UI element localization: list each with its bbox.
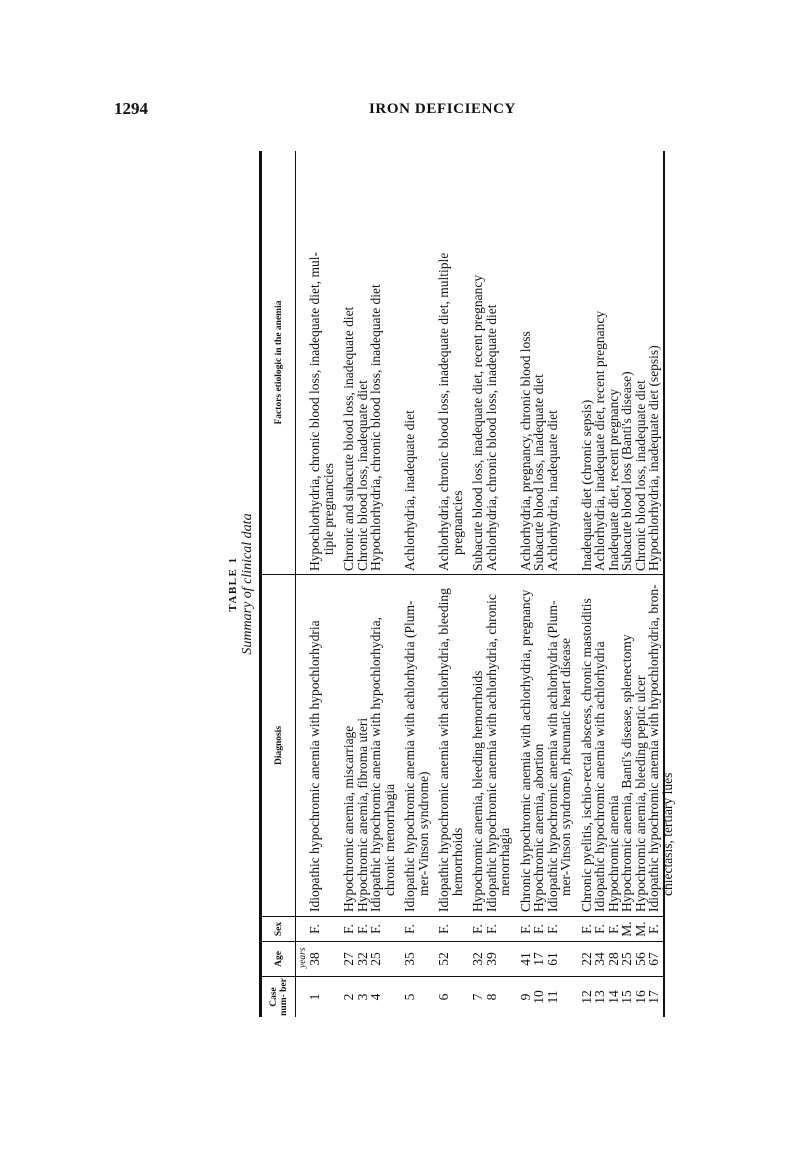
- diagnosis-line: Hypochromic anemia, abortion: [531, 743, 546, 912]
- diagnosis-line: Hypochromic anemia, fibroma uteri: [354, 717, 370, 912]
- diagnosis-cell: [356, 577, 370, 912]
- diagnosis-line: menorrhagia: [497, 827, 512, 896]
- factors-line: Subacute blood loss (Banti's disease): [619, 371, 634, 571]
- diagnosis-line: Idiopathic hypochromic anemia with achlorhydria, chronic: [483, 594, 499, 912]
- factors-line: Chronic blood loss, inadequate diet: [632, 380, 648, 571]
- factors-line: pregnancies: [449, 490, 465, 555]
- diagnosis-cell: [403, 577, 430, 912]
- factors-cell: [647, 155, 661, 571]
- age-cell: 32: [470, 952, 485, 966]
- factors-line: Achlorhydria, inadequate diet, recent pregnancy: [592, 310, 607, 571]
- diagnosis-cell: [580, 577, 594, 912]
- factors-line: Achlorhydria, pregnancy, chronic blood loss: [517, 331, 533, 571]
- diagnosis-line: Hypochromic anemia: [605, 795, 621, 912]
- factors-cell: [485, 155, 499, 571]
- header-case-number: Case num- ber: [269, 978, 289, 1016]
- sex-cell: F.: [592, 924, 607, 934]
- running-head: IRON DEFICIENCY: [369, 101, 516, 117]
- column-divider: [262, 574, 663, 575]
- case-number-cell: 3: [354, 993, 370, 1001]
- sex-cell: F.: [436, 924, 451, 934]
- case-number-cell: 6: [436, 993, 451, 1001]
- sex-cell: F.: [470, 924, 485, 934]
- age-cell: 28: [605, 952, 621, 966]
- factors-cell: [607, 155, 621, 571]
- sex-cell: F.: [483, 924, 499, 934]
- diagnosis-line: Idiopathic hypochromic anemia with hypochlorhydria: [307, 620, 322, 912]
- factors-line: Inadequate diet, recent pregnancy: [605, 388, 621, 571]
- diagnosis-line: Idiopathic hypochromic anemia with achlorhydria (Plum-: [544, 600, 560, 912]
- factors-line: Achlorhydria, inadequate diet: [402, 410, 417, 571]
- age-cell: 41: [517, 952, 533, 966]
- clinical-data-table: [221, 151, 675, 1017]
- age-cell: 17: [531, 952, 546, 966]
- age-cell: 35: [402, 952, 417, 966]
- diagnosis-line: Idiopathic hypochromic anemia with achlorhydria, bleeding: [436, 588, 451, 912]
- diagnosis-line: Hypochromic anemia, Banti's disease, splenectomy: [619, 634, 634, 912]
- factors-line: Chronic blood loss, inadequate diet: [354, 380, 370, 571]
- age-cell: 38: [307, 952, 322, 966]
- diagnosis-cell: [342, 577, 356, 912]
- diagnosis-line: mer-Vinson syndrome): [415, 771, 431, 896]
- case-number-cell: 8: [483, 993, 499, 1001]
- diagnosis-cell: [620, 577, 634, 912]
- case-number-cell: 9: [517, 993, 533, 1001]
- case-number-cell: 13: [592, 990, 607, 1004]
- diagnosis-cell: [519, 577, 533, 912]
- header-diagnosis: Diagnosis: [274, 725, 284, 766]
- top-rule: [259, 151, 262, 1017]
- diagnosis-line: Idiopathic hypochromic anemia with achlorhydria (Plum-: [402, 600, 417, 912]
- factors-cell: [403, 155, 417, 571]
- factors-cell: [532, 155, 546, 571]
- diagnosis-line: chiectasis, tertiary lues: [659, 772, 675, 896]
- diagnosis-line: Idiopathic hypochromic anemia with hypochlorhydria,: [368, 616, 383, 912]
- page-number: 1294: [114, 99, 148, 118]
- factors-line: Subacute blood loss, inadequate diet, recent pregnancy: [470, 274, 485, 571]
- table-label: TABLE 1: [227, 556, 239, 612]
- case-number-cell: 14: [605, 990, 621, 1004]
- factors-line: Hypochlorhydria, chronic blood loss, inadequate diet, mul-: [307, 251, 322, 571]
- diagnosis-cell: [532, 577, 546, 912]
- diagnosis-line: hemorrhoids: [449, 827, 465, 896]
- sex-cell: F.: [544, 924, 560, 934]
- case-number-cell: 16: [632, 990, 648, 1004]
- case-number-cell: 10: [531, 990, 546, 1004]
- factors-line: Hypochlorhydria, chronic blood loss, inadequate diet: [368, 284, 383, 571]
- sex-cell: F.: [402, 924, 417, 934]
- factors-cell: [546, 155, 560, 571]
- header-sex: Sex: [274, 921, 284, 937]
- factors-line: tiple pregnancies: [320, 463, 336, 555]
- header-factors: Factors etiologic in the anemia: [274, 300, 284, 425]
- diagnosis-cell: [437, 577, 464, 912]
- sex-cell: F.: [341, 924, 356, 934]
- sex-cell: F.: [307, 924, 322, 934]
- diagnosis-cell: [634, 577, 648, 912]
- case-number-cell: 2: [341, 993, 356, 1001]
- diagnosis-cell: [485, 577, 512, 912]
- factors-cell: [471, 155, 485, 571]
- sex-cell: M.: [619, 921, 634, 937]
- diagnosis-cell: [546, 577, 573, 912]
- factors-cell: [369, 155, 383, 571]
- diagnosis-line: Hypochromic anemia, bleeding hemorrhoids: [470, 670, 485, 912]
- case-number-cell: 4: [368, 993, 383, 1001]
- diagnosis-line: Chronic pyelitis, ischio-rectal abscess, chronic mastoiditis: [578, 598, 594, 912]
- diagnosis-line: Hypochromic anemia, bleeding peptic ulcer: [632, 675, 648, 912]
- diagnosis-line: Idiopathic hypochromic anemia with hypochlorhydria, bron-: [646, 584, 661, 912]
- age-cell: 52: [436, 952, 451, 966]
- case-number-cell: 1: [307, 993, 322, 1001]
- sex-cell: F.: [354, 924, 370, 934]
- sex-cell: M.: [632, 921, 648, 937]
- diagnosis-line: mer-Vinson syndrome), rheumatic heart disease: [558, 638, 573, 896]
- factors-line: Chronic and subacute blood loss, inadequate diet: [341, 306, 356, 571]
- case-number-cell: 7: [470, 993, 485, 1001]
- age-cell: 39: [483, 952, 499, 966]
- factors-line: Achlorhydria, chronic blood loss, inadequate diet: [483, 304, 499, 571]
- age-cell: 25: [368, 952, 383, 966]
- factors-cell: [580, 155, 594, 571]
- diagnosis-cell: [593, 577, 607, 912]
- case-number-cell: 17: [646, 990, 661, 1004]
- factors-cell: [634, 155, 648, 571]
- factors-cell: [620, 155, 634, 571]
- age-cell: 56: [632, 952, 648, 966]
- age-cell: 25: [619, 952, 634, 966]
- factors-cell: [593, 155, 607, 571]
- factors-cell: [308, 155, 335, 571]
- diagnosis-line: Chronic hypochromic anemia with achlorhydria, pregnancy: [517, 589, 533, 912]
- sex-cell: F.: [646, 924, 661, 934]
- age-cell: 34: [592, 952, 607, 966]
- diagnosis-cell: [308, 577, 322, 912]
- factors-cell: [342, 155, 356, 571]
- sex-cell: F.: [531, 924, 546, 934]
- sex-cell: F.: [578, 924, 594, 934]
- case-number-cell: 11: [544, 990, 560, 1004]
- factors-line: Hypochlorhydria, inadequate diet (sepsis): [646, 345, 661, 571]
- header-rule: [295, 151, 296, 1017]
- header-age: Age: [274, 951, 284, 967]
- age-cell: 32: [354, 952, 370, 966]
- diagnosis-cell: [369, 577, 396, 912]
- sex-cell: F.: [368, 924, 383, 934]
- age-cell: 22: [578, 952, 594, 966]
- age-cell: 27: [341, 952, 356, 966]
- factors-line: Inadequate diet (chronic sepsis): [578, 399, 594, 571]
- case-number-cell: 15: [619, 990, 634, 1004]
- diagnosis-cell: [647, 577, 674, 912]
- diagnosis-cell: [471, 577, 485, 912]
- factors-cell: [356, 155, 370, 571]
- case-number-cell: 12: [578, 990, 594, 1004]
- sex-cell: F.: [605, 924, 621, 934]
- sex-cell: F.: [517, 924, 533, 934]
- factors-line: Achlorhydria, inadequate diet: [544, 410, 560, 571]
- diagnosis-line: Hypochromic anemia, miscarriage: [341, 725, 356, 912]
- factors-line: Subacute blood loss, inadequate diet: [531, 374, 546, 571]
- case-number-cell: 5: [402, 993, 417, 1001]
- factors-cell: [519, 155, 533, 571]
- factors-line: Achlorhydria, chronic blood loss, inadequate diet, multiple: [436, 252, 451, 571]
- diagnosis-line: chronic menorrhagia: [381, 783, 397, 896]
- diagnosis-line: Idiopathic hypochromic anemia with achlorhydria: [592, 641, 607, 912]
- age-cell: 67: [646, 952, 661, 966]
- age-cell: 61: [544, 952, 560, 966]
- diagnosis-cell: [607, 577, 621, 912]
- table-title: Summary of clinical data: [240, 513, 255, 655]
- age-unit-label: years: [298, 947, 308, 968]
- factors-cell: [437, 155, 464, 571]
